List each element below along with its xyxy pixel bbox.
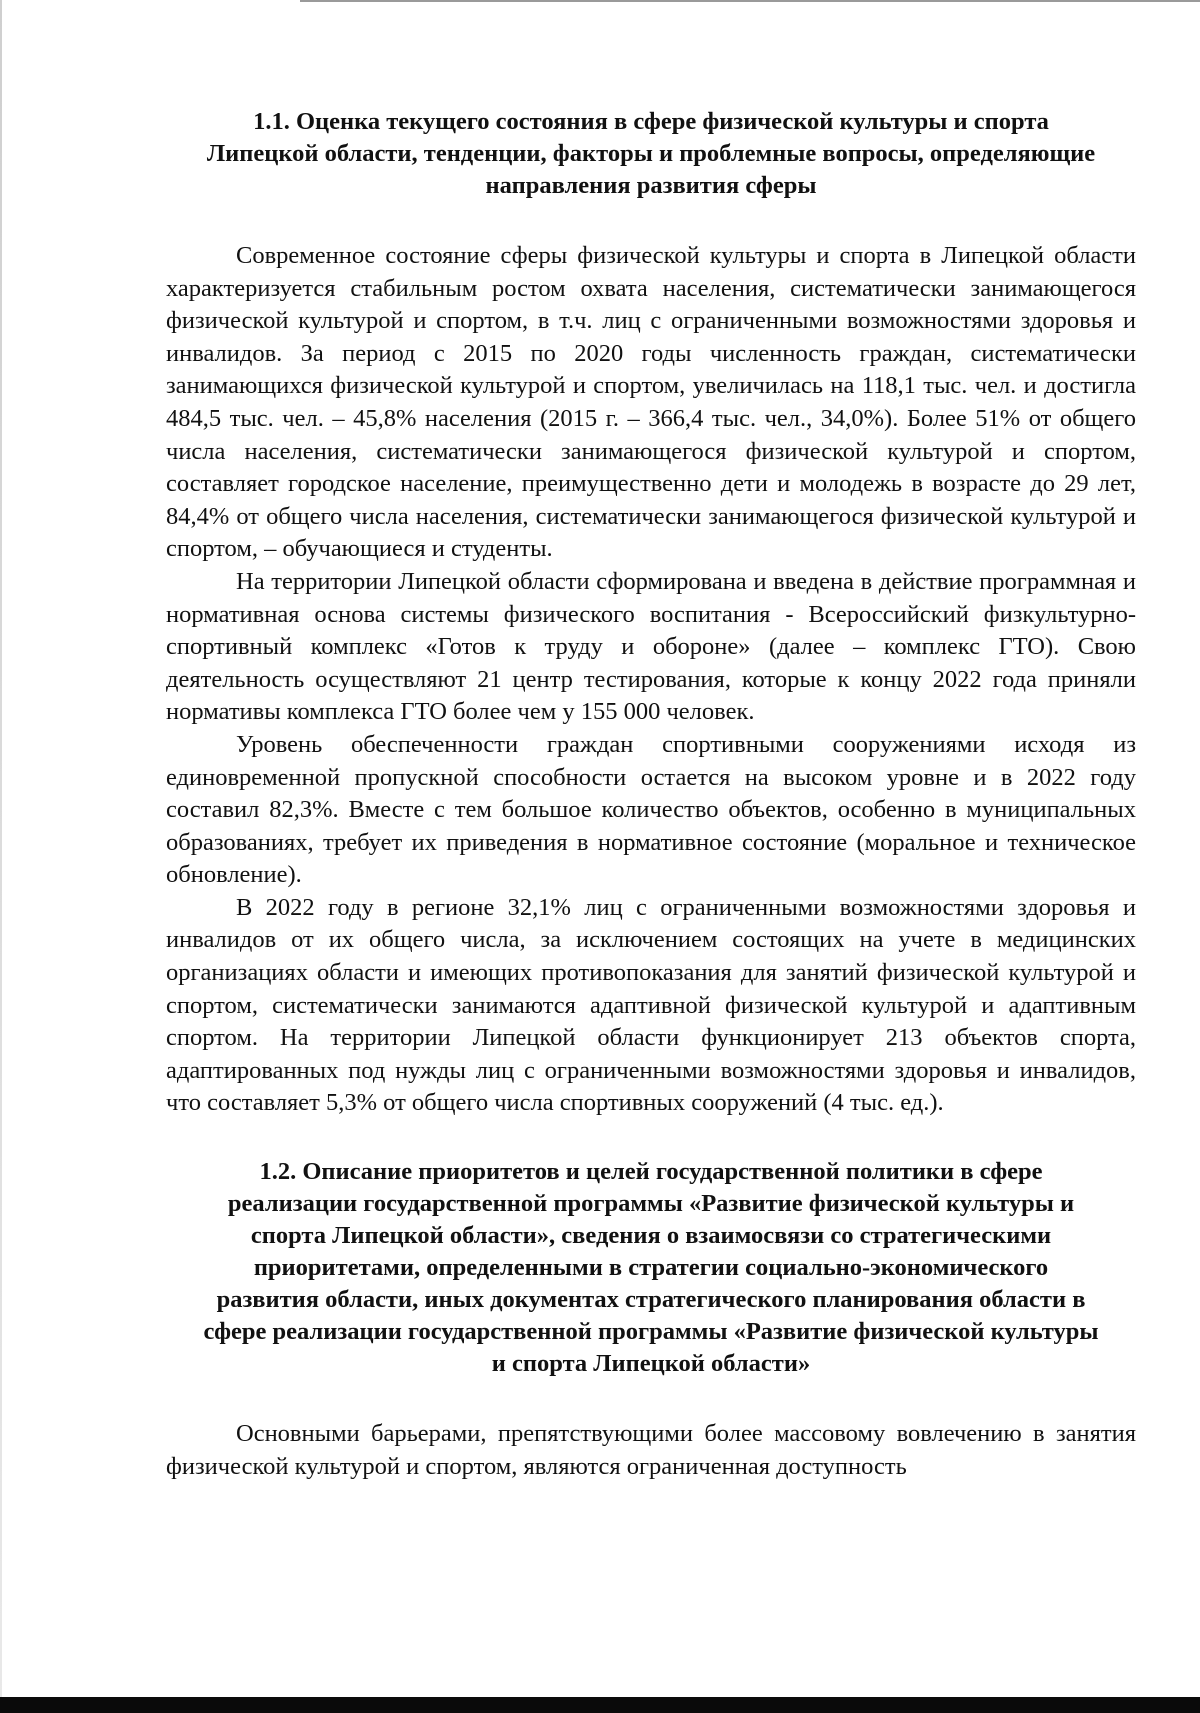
scan-left-edge <box>0 0 2 1713</box>
heading-line: Липецкой области, тенденции, факторы и проблемные вопросы, определяющие <box>206 140 1096 167</box>
paragraph-coverage: Современное состояние сферы физической культуры и спорта в Липецкой области характеризуется стабильным ростом охвата населения, систематически занимающегося физической культурой и спортом, в т.ч. лиц с ограниченными возможностями здоровья и инвалидов. За период с 2015 по 2020 годы численность граждан, систематически занимающихся физической культурой и спортом, увеличилась на 118,1 тыс. чел. и достигла 484,5 тыс. чел. – 45,8% населения (2015 г. – 366,4 тыс. чел., 34,0%). Более 51% от общего числа населения, систематически занимающегося физической культурой и спортом, составляет городское население, преимущественно дети и молодежь в возрасте до 29 лет, 84,4% от общего числа населения, систематически занимающегося физической культурой и спортом, – обучающиеся и студенты. <box>166 242 1136 563</box>
section-1-2-heading <box>166 1156 1136 1380</box>
heading-line: 1.2. Описание приоритетов и целей государственной политики в сфере <box>259 1158 1043 1186</box>
heading-line: и спорта Липецкой области» <box>491 1350 811 1378</box>
heading-line: спорта Липецкой области», сведения о взаимосвязи со стратегическими <box>250 1222 1052 1250</box>
heading-line: сфере реализации государственной программы «Развитие физической культуры <box>203 1318 1099 1346</box>
paragraph-facilities: Уровень обеспеченности граждан спортивными сооружениями исходя из единовременной пропускной способности остается на высоком уровне и в 2022 году составил 82,3%. Вместе с тем большое количество объектов, особенно в муниципальных образованиях, требует их приведения в нормативное состояние (моральное и техническое обновление). <box>166 730 1136 889</box>
paragraph-barriers: Основными барьерами, препятствующими более массовому вовлечению в занятия физической культурой и спортом, являются ограниченная доступность <box>166 1420 1136 1480</box>
heading-line: 1.1. Оценка текущего состояния в сфере физической культуры и спорта <box>253 108 1049 135</box>
heading-line: направления развития сферы <box>485 172 817 199</box>
scan-top-rule <box>300 0 1200 2</box>
scan-bottom-band <box>0 1697 1200 1713</box>
paragraph-gto: На территории Липецкой области сформирована и введена в действие программная и нормативная основа системы физического воспитания - Всероссийский физкультурно-спортивный комплекс «Готов к труду и обороне» (далее – комплекс ГТО). Свою деятельность осуществляют 21 центр тестирования, которые к концу 2022 года приняли нормативы комплекса ГТО более чем у 155 000 человек. <box>166 567 1136 726</box>
heading-line: реализации государственной программы «Развитие физической культуры и <box>227 1190 1075 1218</box>
heading-line: приоритетами, определенными в стратегии социально-экономического <box>253 1254 1049 1282</box>
spacer <box>166 1120 1136 1156</box>
section-1-1-heading <box>166 106 1136 202</box>
spacer <box>166 202 1136 240</box>
spacer <box>166 1380 1136 1418</box>
heading-line: развития области, иных документах стратегического планирования области в <box>216 1286 1086 1314</box>
document-page <box>166 106 1136 1483</box>
paragraph-adaptive-sport: В 2022 году в регионе 32,1% лиц с ограниченными возможностями здоровья и инвалидов от их общего числа, за исключением состоящих на учете в медицинских организациях области и имеющих противопоказания для занятий физической культурой и спортом, систематически занимаются адаптивной физической культурой и адаптивным спортом. На территории Липецкой области функционирует 213 объектов спорта, адаптированных под нужды лиц с ограниченными возможностями здоровья и инвалидов, что составляет 5,3% от общего числа спортивных сооружений (4 тыс. ед.). <box>166 893 1136 1117</box>
